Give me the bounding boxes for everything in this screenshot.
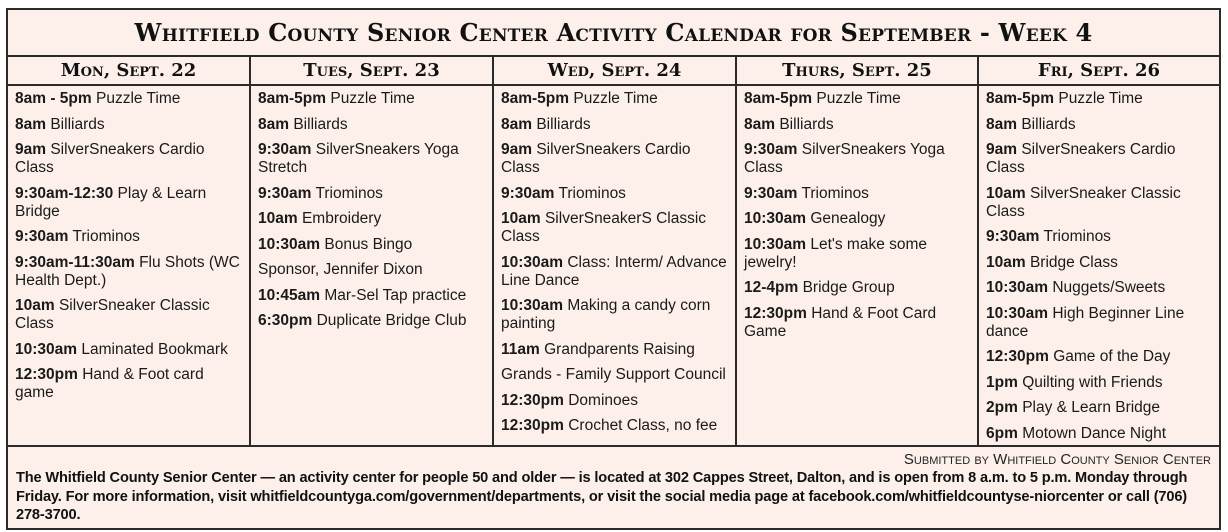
event-item [501, 116, 729, 134]
event-item [15, 116, 243, 134]
event-time: 12:30pm [986, 348, 1049, 365]
day-column-thu [737, 86, 979, 445]
event-item [258, 287, 486, 305]
event-description: Billiards [536, 115, 591, 133]
event-description: Triominos [72, 228, 140, 245]
event-time: 10:30am [258, 235, 321, 253]
event-description: Grandparents Raising [544, 340, 695, 358]
event-time: 8am-5pm [744, 90, 813, 107]
event-time: 10:30am [744, 235, 807, 253]
event-time: 12:30pm [501, 391, 564, 409]
event-item [15, 297, 243, 333]
event-item [15, 90, 243, 108]
event-description: Puzzle Time [330, 90, 415, 107]
event-description: Dominoes [568, 391, 638, 409]
event-item [501, 417, 729, 435]
event-description: Nuggets/Sweets [1052, 279, 1166, 296]
event-item [501, 90, 729, 108]
event-item [986, 116, 1213, 134]
event-description: SilverSneakers Yoga Stretch [258, 141, 459, 176]
event-time: 9am [986, 141, 1018, 158]
event-time: 8am-5pm [986, 90, 1055, 107]
event-item [258, 141, 486, 177]
event-item [986, 254, 1213, 272]
event-item [986, 348, 1213, 366]
event-item [744, 141, 971, 177]
event-time: 10:30am [744, 210, 807, 227]
event-description: Game of the Day [1053, 348, 1171, 365]
day-column-fri [979, 86, 1219, 445]
event-time: 10am [15, 297, 55, 314]
event-item [501, 141, 729, 177]
event-time: 6pm [986, 424, 1018, 442]
event-time: 12:30pm [501, 417, 564, 434]
event-description: Puzzle Time [816, 90, 901, 107]
day-header-wed: Wed, Sept. 24 [494, 57, 737, 84]
event-time: 2pm [986, 399, 1018, 416]
event-item [744, 185, 971, 203]
activity-calendar [6, 8, 1221, 530]
event-time: 12:30pm [744, 304, 807, 322]
event-time: 9:30am [744, 141, 798, 158]
event-item [986, 425, 1213, 443]
event-description: Puzzle Time [573, 90, 658, 107]
center-info-blurb: The Whitfield County Senior Center — an activity center for people 50 and older — is located at 302 Cappes Street, Dalton, and is open from 8 a.m. to 5 p.m. Monday through Friday. For more information, visit whitfieldcountyga.com/government/departments, or visit the social media page at facebook.com/whitfieldcountyse-niorcenter or call (706) 278-3700. [16, 470, 1188, 523]
event-time: 8am-5pm [258, 90, 327, 107]
event-description: Hand & Foot Card Game [744, 304, 937, 340]
event-description: Duplicate Bridge Club [316, 312, 467, 329]
event-time: 9am [15, 141, 47, 158]
event-item [744, 236, 971, 272]
event-item [258, 261, 486, 279]
calendar-footer [8, 447, 1219, 528]
event-description: Triominos [1043, 228, 1111, 245]
event-item [15, 341, 243, 359]
event-description: SilverSneakers Cardio Class [501, 141, 691, 176]
event-item [258, 236, 486, 254]
event-time: 10:30am [15, 340, 78, 358]
day-column-wed [494, 86, 737, 445]
event-description: Mar-Sel Tap practice [324, 286, 467, 304]
event-item [986, 90, 1213, 108]
event-item [15, 228, 243, 246]
event-description: Quilting with Friends [1022, 373, 1163, 391]
event-item [258, 312, 486, 330]
event-description: Laminated Bookmark [81, 340, 228, 358]
event-description: Bonus Bingo [324, 235, 413, 253]
event-description: High Beginner Line dance [986, 304, 1185, 340]
event-time: 9:30am [744, 184, 798, 202]
event-description: Class: Interm/ Advance Line Dance [501, 253, 727, 289]
event-item [258, 90, 486, 108]
event-time: 10am [986, 253, 1026, 271]
event-item [744, 90, 971, 108]
event-time: 10:30am [501, 253, 564, 271]
event-description: Bridge Class [1029, 253, 1118, 271]
event-description: SilverSneaker Classic Class [986, 184, 1181, 220]
event-time: 9:30am [15, 228, 69, 245]
event-description: Billiards [293, 115, 348, 133]
event-time: 9:30am [501, 184, 555, 202]
event-time: 6:30pm [258, 312, 313, 329]
calendar-title: Whitfield County Senior Center Activity Calendar for September - Week 4 [8, 10, 1219, 57]
event-item [986, 228, 1213, 246]
day-header-thu: Thurs, Sept. 25 [737, 57, 979, 84]
event-description: SilverSneakerS Classic Class [501, 210, 707, 245]
event-time: 8am [744, 115, 776, 133]
event-time: 10am [501, 210, 541, 227]
event-description: Play & Learn Bridge [15, 184, 207, 220]
event-time: 9:30am-12:30 [15, 184, 114, 202]
event-description: Bridge Group [802, 279, 895, 296]
event-time: 9:30am-11:30am [15, 253, 135, 271]
event-description: Billiards [50, 115, 105, 133]
event-description: Crochet Class, no fee [568, 417, 718, 434]
event-item [501, 366, 729, 384]
event-time: 11am [501, 340, 540, 358]
submitted-by: Submitted by Whitfield County Senior Center [903, 451, 1211, 468]
day-header-row [8, 57, 1219, 86]
event-item [986, 141, 1213, 177]
event-time: 9:30am [986, 228, 1040, 245]
event-item [501, 297, 729, 333]
event-item [744, 279, 971, 297]
event-item [744, 210, 971, 228]
event-description: Genealogy [810, 210, 886, 227]
event-description: Triominos [558, 184, 626, 202]
event-item [15, 254, 243, 290]
event-time: 9:30am [258, 184, 312, 202]
event-time: 10:30am [501, 297, 564, 314]
event-item [501, 341, 729, 359]
event-description: Motown Dance Night [1022, 424, 1167, 442]
event-time: 12-4pm [744, 279, 799, 296]
event-description: Triominos [315, 184, 383, 202]
event-item [258, 210, 486, 228]
event-description: Puzzle Time [95, 90, 181, 107]
event-description: Embroidery [301, 210, 382, 227]
event-item [501, 185, 729, 203]
event-item [501, 392, 729, 410]
event-description: Triominos [801, 184, 869, 202]
event-description: Grands - Family Support Council [501, 366, 726, 383]
event-time: 8am [501, 115, 533, 133]
event-description: SilverSneakers Cardio Class [986, 141, 1176, 176]
event-description: SilverSneakers Yoga Class [744, 141, 945, 176]
event-item [501, 254, 729, 290]
event-description: Sponsor, Jennifer Dixon [258, 261, 423, 278]
event-time: 12:30pm [15, 366, 78, 383]
day-column-mon [8, 86, 251, 445]
event-time: 10:30am [986, 304, 1049, 322]
event-time: 10am [986, 184, 1026, 202]
event-time: 8am [15, 115, 47, 133]
event-item [15, 366, 243, 402]
event-description: SilverSneakers Cardio Class [15, 141, 205, 176]
event-item [744, 305, 971, 341]
day-header-mon: Mon, Sept. 22 [8, 57, 251, 84]
day-header-fri: Fri, Sept. 26 [1037, 60, 1161, 81]
event-description: Billiards [1021, 115, 1076, 133]
event-time: 8am [986, 115, 1018, 133]
event-item [258, 185, 486, 203]
event-item [986, 399, 1213, 417]
event-time: 1pm [986, 373, 1018, 391]
event-description: Puzzle Time [1058, 90, 1143, 107]
event-description: Let's make some jewelry! [744, 235, 928, 271]
event-time: 10:30am [986, 279, 1049, 296]
event-time: 8am-5pm [501, 90, 570, 107]
event-description: SilverSneaker Classic Class [15, 297, 210, 332]
event-time: 9:30am [258, 141, 312, 158]
event-item [15, 141, 243, 177]
event-time: 8am - 5pm [15, 90, 92, 107]
day-header-tue: Tues, Sept. 23 [251, 57, 494, 84]
event-time: 10am [258, 210, 298, 227]
event-description: Play & Learn Bridge [1022, 399, 1161, 416]
event-item [15, 185, 243, 221]
event-item [258, 116, 486, 134]
event-time: 10:45am [258, 286, 321, 304]
day-column-tue [251, 86, 494, 445]
day-columns [8, 86, 1219, 447]
event-description: Hand & Foot card game [15, 366, 204, 401]
event-time: 8am [258, 115, 290, 133]
event-item [986, 305, 1213, 341]
event-time: 9am [501, 141, 533, 158]
event-item [986, 279, 1213, 297]
event-description: Making a candy corn painting [501, 297, 711, 332]
event-description: Flu Shots (WC Health Dept.) [15, 253, 240, 289]
event-item [744, 116, 971, 134]
event-item [986, 185, 1213, 221]
event-description: Billiards [779, 115, 834, 133]
event-item [501, 210, 729, 246]
event-item [986, 374, 1213, 392]
